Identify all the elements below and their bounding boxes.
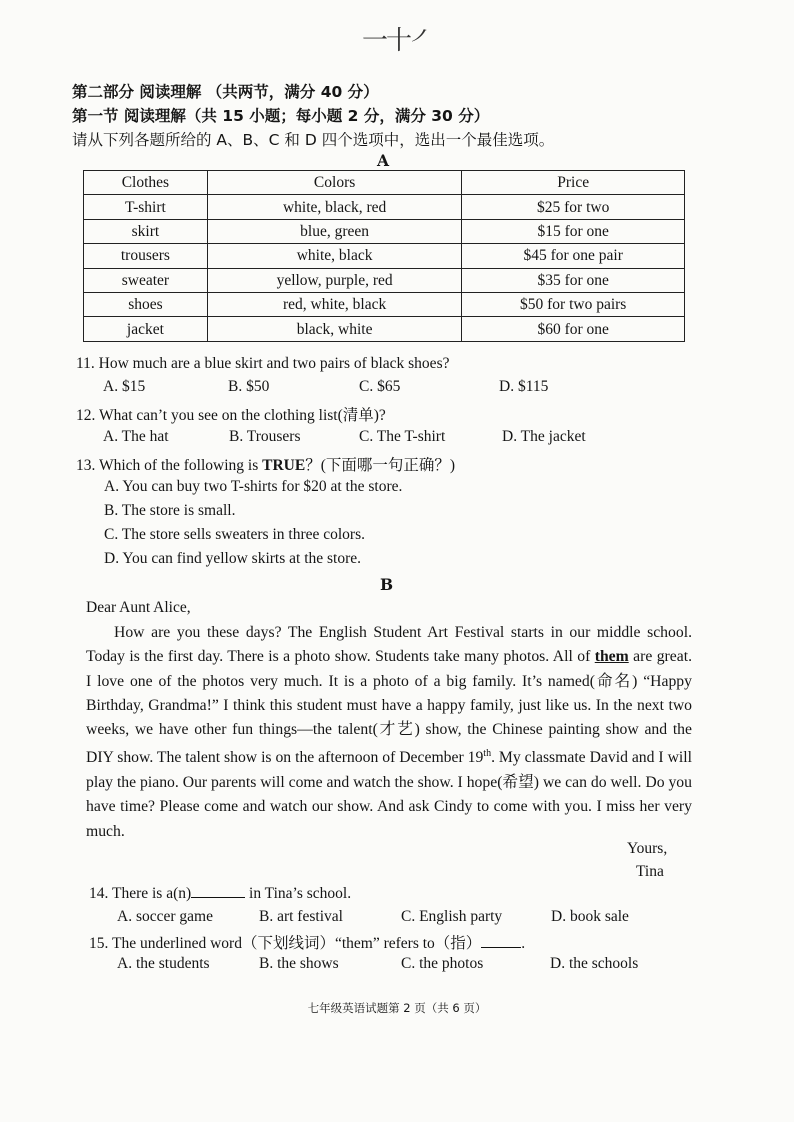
table-cell: shoes: [84, 292, 208, 316]
question-15-stem-tail: .: [521, 935, 526, 952]
table-row: [84, 195, 685, 219]
question-15-stem: [89, 931, 525, 953]
table-cell: skirt: [84, 219, 208, 243]
question-13-option-b: B. The store is small.: [104, 502, 236, 519]
clothing-price-table: [83, 170, 685, 342]
question-11-option-d: D. $115: [499, 378, 549, 395]
table-row: [84, 244, 685, 268]
table-cell: sweater: [84, 268, 208, 292]
question-15-option-d: D. the schools: [550, 955, 639, 972]
question-13-option-c: C. The store sells sweaters in three colors.: [104, 526, 365, 543]
question-13-option-a: A. You can buy two T-shirts for $20 at the store.: [104, 478, 403, 495]
table-cell: yellow, purple, red: [207, 268, 462, 292]
question-13-stem-text: 13. Which of the following is: [76, 457, 263, 474]
question-11-option-a: A. $15: [103, 378, 146, 395]
question-15-option-b: B. the shows: [259, 955, 339, 972]
question-14-option-a: A. soccer game: [117, 908, 213, 925]
question-14-stem: [89, 885, 351, 903]
page-footer: 七年级英语试题第 2 页（共 6 页）: [307, 1001, 487, 1015]
question-13-true-word: TRUE: [262, 457, 306, 474]
question-12-option-c: C. The T-shirt: [359, 428, 446, 445]
answer-blank: [191, 885, 245, 898]
table-cell: $15 for one: [462, 219, 685, 243]
question-15-option-a: A. the students: [117, 955, 210, 972]
table-row: [84, 219, 685, 243]
table-cell: $35 for one: [462, 268, 685, 292]
letter-salutation: Dear Aunt Alice,: [86, 599, 191, 616]
handwritten-mark: 一十㇒: [362, 26, 435, 56]
answer-blank: [481, 935, 521, 948]
date-superscript: th: [483, 748, 492, 760]
letter-closing: Yours,: [627, 840, 668, 857]
table-cell: $50 for two pairs: [462, 292, 685, 316]
table-cell: $45 for one pair: [462, 244, 685, 268]
letter-body-part-1: How are you these days? The English Student Art Festival starts in our middle school. Today is the first day. There is a photo show. Students take many photos. All of: [86, 624, 692, 666]
table-cell: $60 for one: [462, 317, 685, 341]
question-11-option-c: C. $65: [359, 378, 401, 395]
question-14-stem-text: 14. There is a(n): [89, 885, 192, 902]
section-title: 第一节 阅读理解（共 15 小题；每小题 2 分，满分 30 分）: [72, 107, 490, 125]
table-cell: $25 for two: [462, 195, 685, 219]
table-cell: red, white, black: [207, 292, 462, 316]
table-cell: jacket: [84, 317, 208, 341]
letter-body: [86, 621, 692, 844]
table-cell: blue, green: [207, 219, 462, 243]
table-row: [84, 292, 685, 316]
question-15-stem-text: 15. The underlined word（下划线词）“them” refers to（指）: [89, 935, 482, 952]
table-row: [84, 317, 685, 341]
passage-b-letter: B: [380, 575, 394, 594]
question-13-stem: [76, 453, 455, 475]
table-cell: white, black: [207, 244, 462, 268]
table-cell: T-shirt: [84, 195, 208, 219]
letter-body-part-2: are great. I love one of the photos very much. It is a photo of a big family. It’s named(命名) “Happy Birthday, Grandma!” I think this student must have a happy family, just like us. In the next two weeks, we have other fun things—the talent(才艺) show, the Chinese painting show and the DIY show. The talent show is on the afternoon of December 19: [86, 648, 692, 767]
question-14-option-b: B. art festival: [259, 908, 343, 925]
question-12-option-d: D. The jacket: [502, 428, 586, 445]
underlined-word-them: them: [594, 648, 629, 666]
table-cell: white, black, red: [207, 195, 462, 219]
letter-body-part-3: . My classmate David and I will play the piano. Our parents will come and watch the show. I hope(希望) we can do well. Do you have time? Please come and watch our show. And ask Cindy to come with you. I miss her very much.: [86, 749, 692, 840]
table-row: [84, 268, 685, 292]
table-header: Colors: [207, 171, 462, 195]
table-cell: trousers: [84, 244, 208, 268]
question-13-option-d: D. You can find yellow skirts at the store.: [104, 550, 362, 567]
question-11-stem: 11. How much are a blue skirt and two pairs of black shoes?: [76, 355, 450, 372]
instruction: 请从下列各题所给的 A、B、C 和 D 四个选项中，选出一个最佳选项。: [72, 131, 555, 149]
table-header-row: [84, 171, 685, 195]
question-15-option-c: C. the photos: [401, 955, 484, 972]
question-12-option-b: B. Trousers: [229, 428, 301, 445]
question-14-option-c: C. English party: [401, 908, 503, 925]
letter-signature: Tina: [636, 863, 664, 880]
question-11-option-b: B. $50: [228, 378, 270, 395]
question-12-option-a: A. The hat: [103, 428, 169, 445]
question-12-stem: 12. What can’t you see on the clothing list(清单)?: [76, 407, 386, 424]
part-title: 第二部分 阅读理解 （共两节，满分 40 分）: [72, 83, 379, 101]
question-14-stem-tail: in Tina’s school.: [245, 885, 352, 902]
passage-a-letter: A: [377, 151, 390, 170]
question-13-stem-tail: ？(下面哪一句正确？): [305, 457, 456, 474]
question-14-option-d: D. book sale: [551, 908, 629, 925]
table-header: Clothes: [84, 171, 208, 195]
table-header: Price: [462, 171, 685, 195]
table-cell: black, white: [207, 317, 462, 341]
